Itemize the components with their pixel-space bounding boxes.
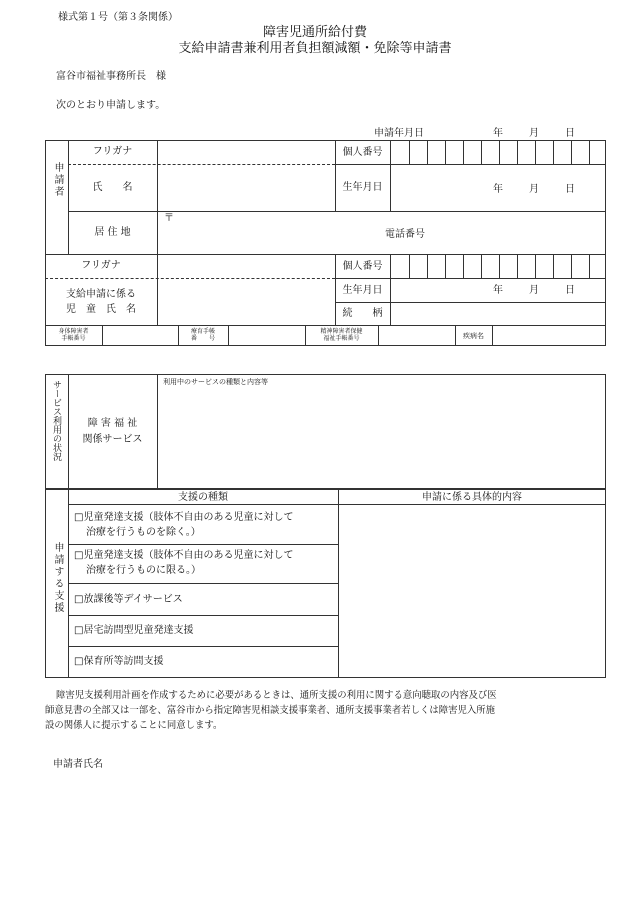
applicant-dob-year: 年: [493, 184, 503, 195]
physical-handbook-label: 身体障害者 手帳番号: [58, 328, 89, 342]
applicant-personal-no-label: 個人番号: [342, 147, 383, 158]
child-relation-label: 続 柄: [342, 308, 383, 319]
application-date-month: 月: [529, 128, 539, 139]
mental-handbook-label: 精神障害者保健 福祉手帳番号: [320, 328, 363, 342]
support-item-2-line2: 治療を行うものに限る。）: [86, 565, 201, 576]
service-status-table: [45, 374, 606, 489]
child-dob-day: 日: [565, 285, 575, 296]
applicant-table: [45, 140, 606, 346]
child-dob-label: 生年月日: [342, 285, 383, 296]
disease-name-label: 疾病名: [463, 332, 484, 340]
consent-line3: 設の関係人に提示することに同意します。: [45, 720, 223, 731]
addressee: 富谷市福祉事務所長 様: [56, 71, 166, 82]
consent-line2: 師意見書の全部又は一部を、富谷市から指定障害児相談支援事業者、通所支援事業者若しくは障害児入所施: [45, 705, 496, 716]
applicant-furigana-label: フリガナ: [92, 146, 133, 157]
applicant-dob-month: 月: [529, 184, 539, 195]
support-section-label: 申請する支援: [52, 542, 63, 614]
form-number: 様式第１号（第３条関係）: [58, 12, 178, 23]
phone-label: 電話番号: [385, 229, 425, 240]
applicant-signature-label: 申請者氏名: [53, 759, 103, 770]
child-furigana-label: フリガナ: [81, 260, 121, 271]
application-date-label: 申請年月日: [374, 128, 424, 139]
applicant-address-label: 居 住 地: [94, 227, 131, 238]
service-status-section-label: サービス利用の状況: [51, 380, 61, 461]
application-date-year: 年: [493, 128, 503, 139]
form-title-line1: 障害児通所給付費: [262, 25, 367, 40]
applicant-dob-day: 日: [565, 184, 575, 195]
postal-mark: 〒: [164, 213, 174, 224]
support-item-1-line2: 治療を行うものを除く。）: [86, 527, 201, 538]
child-name-label-line2: 児 童 氏 名: [66, 304, 136, 315]
child-dob-year: 年: [493, 285, 503, 296]
support-item-4[interactable]: □居宅訪問型児童発達支援: [74, 625, 194, 636]
support-item-5[interactable]: □保育所等訪問支援: [74, 656, 164, 667]
application-date-day: 日: [565, 128, 575, 139]
applicant-section-label: 申請者: [52, 162, 63, 198]
support-item-3[interactable]: □放課後等デイサービス: [74, 594, 183, 605]
support-detail-header: 申請に係る具体的内容: [422, 492, 522, 503]
child-dob-month: 月: [529, 285, 539, 296]
applicant-name-label: 氏 名: [92, 182, 133, 193]
support-item-2-line1[interactable]: □児童発達支援（肢体不自由のある児童に対して: [74, 550, 294, 561]
child-name-label-line1: 支給申請に係る: [66, 289, 136, 300]
welfare-service-label-line2: 関係サービス: [82, 434, 143, 445]
welfare-service-label-line1: 障 害 福 祉: [87, 418, 138, 429]
applicant-dob-label: 生年月日: [342, 182, 383, 193]
intro-text: 次のとおり申請します。: [56, 100, 166, 111]
support-item-1-line1[interactable]: □児童発達支援（肢体不自由のある児童に対して: [74, 512, 294, 523]
consent-line1: 障害児支援利用計画を作成するために必要があるときは、通所支援の利用に関する意向聴取の内容及び医: [56, 690, 497, 701]
child-personal-no-label: 個人番号: [342, 261, 383, 272]
rehab-handbook-label: 療育手帳 番 号: [190, 328, 215, 342]
form-title-line2: 支給申請書兼利用者負担額減額・免除等申請書: [178, 41, 452, 56]
support-type-header: 支援の種類: [178, 492, 228, 503]
service-note: 利用中のサービスの種類と内容等: [163, 378, 268, 386]
